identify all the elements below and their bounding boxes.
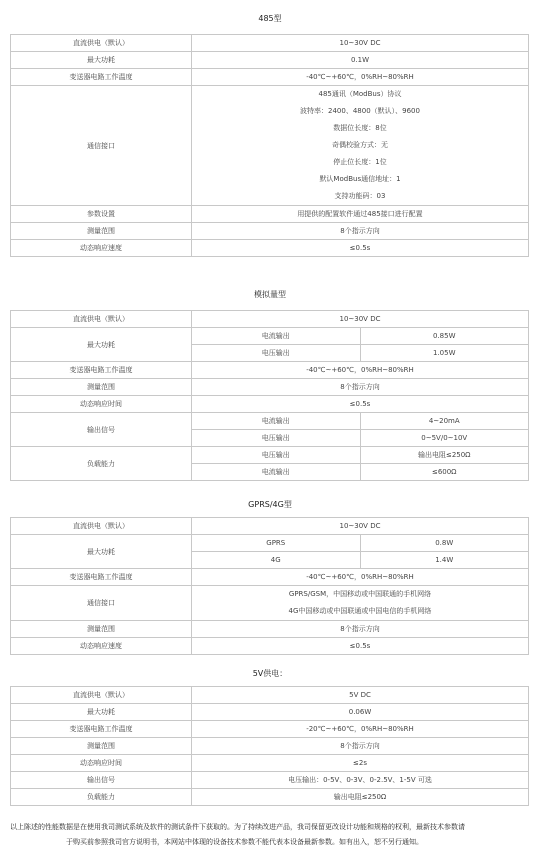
row-value: 0.85W [360,328,529,345]
row-label: 最大功耗 [11,328,192,362]
row-value: -40℃~+60℃，0%RH~80%RH [192,362,529,379]
row-value: 8个指示方向 [192,621,529,638]
row-label: 动态响应时间 [11,755,192,772]
table-row [11,518,529,535]
row-label: 直流供电（默认） [11,311,192,328]
row-label: 动态响应时间 [11,396,192,413]
row-label: 最大功耗 [11,52,192,69]
row-label: 最大功耗 [11,704,192,721]
table-row [11,240,529,257]
row-label: 动态响应速度 [11,240,192,257]
table-row [11,721,529,738]
sub-label: 电压输出 [192,345,361,362]
row-label: 测量范围 [11,223,192,240]
row-value: 10~30V DC [192,35,529,52]
comm-line: 支持功能码：03 [334,192,386,200]
table-row [11,738,529,755]
sub-label: GPRS [192,535,361,552]
table-row [11,69,529,86]
row-value: 8个指示方向 [192,223,529,240]
row-label: 通信接口 [11,586,192,621]
row-value: -40℃~+60℃，0%RH~80%RH [192,69,529,86]
row-value: 8个指示方向 [192,379,529,396]
disclaimer-line-1: 以上陈述的性能数据是在使用我司测试系统及软件的测试条件下获取的。为了持续改进产品，我司保留更改设计功能和规格的权利，最新技术参数请 [10,823,465,831]
row-label: 测量范围 [11,621,192,638]
comm-line: 485通讯（ModBus）协议 [318,90,402,98]
section-title-gprs: GPRS/4G型 [248,500,292,509]
comm-line: 默认ModBus通信地址：1 [319,175,401,183]
row-value: 4~20mA [360,413,529,430]
row-label: 变送器电路工作温度 [11,569,192,586]
row-label: 变送器电路工作温度 [11,362,192,379]
row-label: 最大功耗 [11,535,192,569]
row-label: 负载能力 [11,447,192,481]
row-label: 输出信号 [11,772,192,789]
row-value: ≤2s [192,755,529,772]
comm-interface-lines [192,586,529,621]
spec-table-5v [10,686,529,806]
row-label: 变送器电路工作温度 [11,721,192,738]
row-label: 测量范围 [11,738,192,755]
row-label: 通信接口 [11,86,192,206]
row-value: ≤0.5s [192,396,529,413]
row-label: 变送器电路工作温度 [11,69,192,86]
disclaimer-note [10,820,532,850]
table-row [11,328,529,345]
spec-table-485 [10,34,529,257]
row-value: 0.8W [360,535,529,552]
comm-line: 奇偶校验方式：无 [332,141,388,149]
row-value: ≤0.5s [192,638,529,655]
table-row [11,687,529,704]
table-row [11,396,529,413]
table-row [11,35,529,52]
row-label: 测量范围 [11,379,192,396]
row-value: -40℃~+60℃，0%RH~80%RH [192,569,529,586]
table-row [11,311,529,328]
table-row [11,638,529,655]
row-value: 用提供的配置软件通过485接口进行配置 [192,206,529,223]
row-value: 10~30V DC [192,311,529,328]
row-label: 负载能力 [11,789,192,806]
row-value: 0.1W [192,52,529,69]
comm-line: GPRS/GSM，中国移动或中国联通的手机网络 [288,590,432,598]
row-value: 输出电阻≤250Ω [360,447,529,464]
sub-label: 电流输出 [192,413,361,430]
sub-label: 电流输出 [192,464,361,481]
table-row [11,621,529,638]
row-value: 10~30V DC [192,518,529,535]
table-row [11,755,529,772]
table-row [11,772,529,789]
section-title-5v: 5V供电： [252,669,288,678]
comm-line: 4G中国移动或中国联通或中国电信的手机网络 [288,607,432,615]
row-label: 输出信号 [11,413,192,447]
row-label: 参数设置 [11,206,192,223]
table-row [11,206,529,223]
comm-line: 波特率：2400、4800（默认）、9600 [300,107,420,115]
table-row [11,362,529,379]
table-row [11,52,529,69]
row-value: 1.4W [360,552,529,569]
table-row [11,586,529,621]
table-row [11,789,529,806]
table-row [11,569,529,586]
table-row [11,704,529,721]
table-row [11,447,529,464]
row-value: ≤0.5s [192,240,529,257]
table-row [11,86,529,206]
row-label: 直流供电（默认） [11,518,192,535]
row-value: 输出电阻≤250Ω [192,789,529,806]
sub-label: 电压输出 [192,447,361,464]
spec-table-gprs [10,517,529,655]
sub-label: 电流输出 [192,328,361,345]
row-value: 0~5V/0~10V [360,430,529,447]
row-value: 8个指示方向 [192,738,529,755]
spec-table-analog [10,310,529,481]
comm-line: 停止位长度：1位 [333,158,387,166]
row-label: 动态响应速度 [11,638,192,655]
table-row [11,223,529,240]
row-value: 1.05W [360,345,529,362]
sub-label: 4G [192,552,361,569]
row-value: 0.06W [192,704,529,721]
table-row [11,535,529,552]
section-title-485: 485型 [258,14,282,23]
row-value: 5V DC [192,687,529,704]
row-label: 直流供电（默认） [11,687,192,704]
section-title-analog: 模拟量型 [254,290,286,299]
comm-interface-lines [192,86,529,206]
disclaimer-line-2: 于购买前参照我司官方说明书，本网站中体现的设备技术参数不能代表本设备最新参数。如有出入，恕不另行通知。 [66,838,423,846]
comm-line: 数据位长度：8位 [333,124,387,132]
row-value: -20℃~+60℃，0%RH~80%RH [192,721,529,738]
sub-label: 电压输出 [192,430,361,447]
table-row [11,379,529,396]
row-value: ≤600Ω [360,464,529,481]
row-label: 直流供电（默认） [11,35,192,52]
row-value: 电压输出：0-5V、0-3V、0-2.5V、1-5V 可选 [192,772,529,789]
table-row [11,413,529,430]
